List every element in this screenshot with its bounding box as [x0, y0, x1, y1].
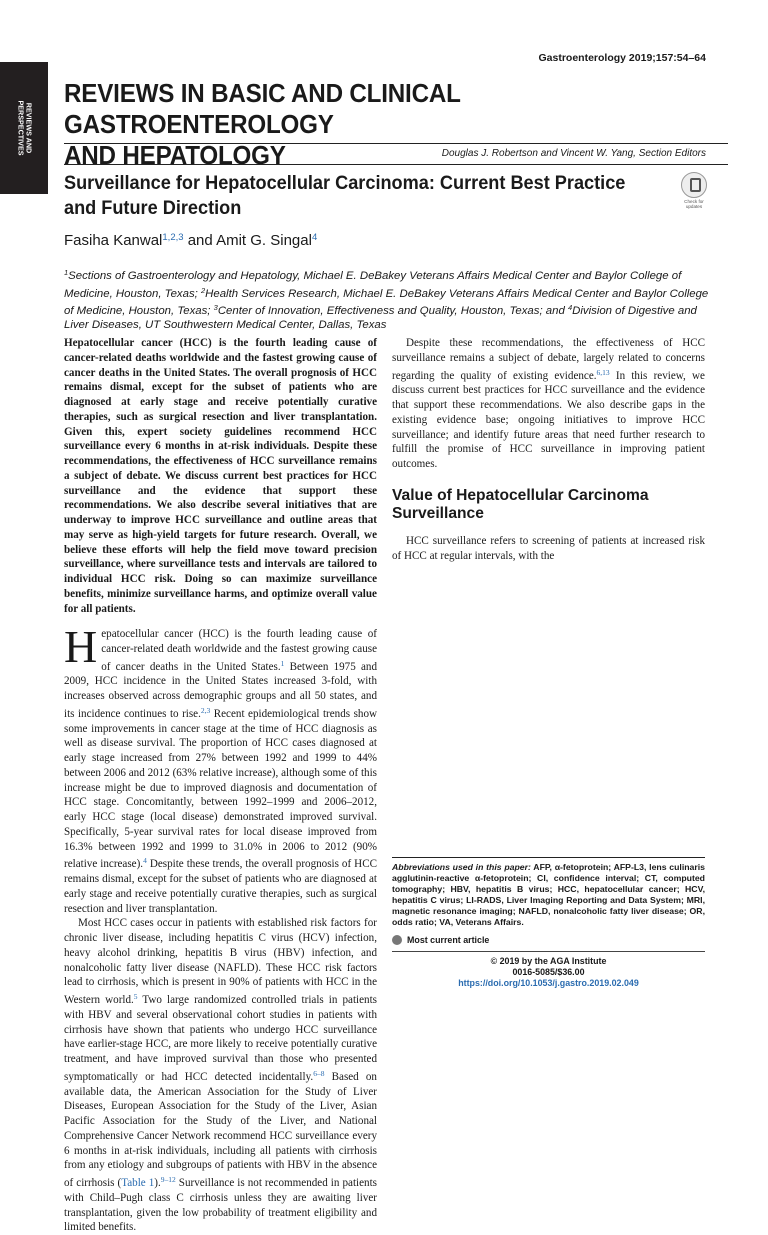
section-title-line-2: AND HEPATOLOGY: [64, 140, 286, 170]
citation-ref[interactable]: 6–8: [313, 1068, 325, 1078]
affiliation-number: 4: [567, 303, 573, 313]
citation-ref[interactable]: 6,13: [596, 367, 610, 377]
body-paragraph: Most HCC cases occur in patients with established risk factors for chronic liver disease, including hepatitis C virus (HCV) infection, heavy alcohol drinking, hepatitis B virus (HBV) infection, and nonalcoholic fatty liver disease (NAFLD). These HCC risk factors lead to cirrhosis, which is present in 90% of patients with HCC in the Western world.$^5$ Two large randomized controlled trials in patients with HBV and several observational cohort studies in patients with cirrhosis have shown that patients who undergo HCC surveillance have earlier-stage HCC, are more likely to receive potentially curative treatment, and have improved survival than those who presented symptomatically or had HCC detected incidentally.$^{6-8}$ Based on available data, the American Association for the Study of Liver Diseases, European Association for the Study of the Liver, Asian Pacific Association for the Study of the Liver, and National Comprehensive Cancer Network recommend HCC surveillance every 6 months in at-risk individuals, including all patients with cirrhosis from any etiology and subgroups of patients with HBV in the absence of cirrhosis (Table 1).$^{9-12}$ Surveillance is not recommended in patients with Child–Pugh class C cirrhosis unless they are awaiting liver transplantation, given the low probability of treatment eligibility and limited benefits.: [64, 917, 377, 1234]
author-name: Amit G. Singal: [216, 232, 312, 249]
article-title-line-2: and Future Direction: [64, 196, 242, 219]
top-divider: [64, 143, 728, 144]
right-column: [392, 336, 705, 563]
check-updates-label: Check for updates: [684, 199, 704, 210]
abbreviations-lead: Abbreviations used in this paper:: [392, 862, 531, 872]
copyright-block: [392, 956, 705, 988]
most-current-article[interactable]: [392, 935, 489, 945]
author-affiliation-ref[interactable]: 4: [311, 232, 318, 243]
author-name: Fasiha Kanwal: [64, 232, 163, 249]
journal-citation: Gastroenterology 2019;157:54–64: [538, 52, 706, 64]
most-current-label: Most current article: [407, 935, 490, 945]
side-tab-label: [16, 100, 33, 155]
citation-ref[interactable]: 9–12: [160, 1175, 176, 1184]
citation-ref[interactable]: 2,3: [200, 705, 211, 715]
citation-ref[interactable]: 5: [133, 992, 138, 1001]
affiliation-number: 2: [200, 285, 206, 295]
affiliations: [64, 266, 714, 332]
abstract: Hepatocellular cancer (HCC) is the fourth leading cause of cancer-related deaths worldwide and the fastest growing cause of cancer deaths in the United States. The overall prognosis of HCC remains dismal, except for the subset of patients who are diagnosed at early stage and receive potentially curative therapies, such as surgical resection and liver transplantation. Given this, expert society guidelines recommend HCC surveillance every 6 months in at-risk individuals. Despite these recommendations, the effectiveness of HCC surveillance remains a subject of debate. We discuss current best practices for HCC surveillance and the evidence that support these recommendations. We also describe several initiatives that are underway to improve HCC surveillance and outline areas that may serve as high-yield targets for future research. Overall, we believe these efforts will help the field move toward precision surveillance, where surveillance tests and intervals are tailored to individual HCC risk. Doing so can maximize surveillance benefits, minimize surveillance harms, and optimize overall value for all patients.: [64, 337, 377, 615]
affiliation-number: 1: [64, 268, 69, 277]
copyright: © 2019 by the AGA Institute: [490, 956, 607, 966]
author-list: [64, 232, 317, 249]
check-for-updates-badge[interactable]: [680, 172, 708, 209]
left-column: [64, 336, 377, 616]
bottom-divider: [392, 951, 705, 952]
body-paragraph: HCC surveillance refers to screening of patients at increased risk of HCC at regular intervals, with the: [392, 534, 705, 562]
check-updates-icon: [681, 172, 707, 198]
drop-cap: H: [64, 621, 98, 672]
table-link[interactable]: Table 1: [121, 1177, 155, 1189]
title-divider: [64, 164, 728, 165]
affiliation-text: Center of Innovation, Effectiveness and Quality, Houston, Texas; and: [217, 305, 568, 318]
section-title-line-1: REVIEWS IN BASIC AND CLINICAL GASTROENTEROLOGY: [64, 78, 461, 139]
footnote-divider: [392, 857, 705, 858]
subsection-heading: Value of Hepatocellular Carcinoma Surveillance: [392, 486, 649, 523]
section-editors: Douglas J. Robertson and Vincent W. Yang, Section Editors: [441, 148, 706, 159]
author-separator: and: [183, 232, 217, 249]
affiliation-text: Division of Digestive and Liver Diseases, UT Southwestern Medical Center, Dallas, Texas: [64, 305, 697, 331]
author-affiliation-ref[interactable]: 1,2,3: [162, 232, 184, 243]
side-tab-line-2: PERSPECTIVES: [16, 100, 25, 156]
abbreviations-text: AFP, α-fetoprotein; AFP-L3, lens culinaris agglutinin-reactive α-fetoprotein; CI, confidence interval; CT, computed tomography; HBV, hepatitis B virus; HCC, hepatocellular cancer; HCV, hepatitis C virus; LI-RADS, Liver Imaging Reporting and Data System; MRI, magnetic resonance imaging; NAFLD, nonalcoholic fatty liver disease; OR, odds ratio; VA, Veterans Affairs.: [392, 862, 706, 927]
section-side-tab: [0, 62, 48, 194]
most-current-icon: [392, 935, 402, 945]
intro-paragraph: epatocellular cancer (HCC) is the fourth leading cause of cancer-related death worldwide and the fastest growing cause of cancer deaths in the United States.$^1$ Between 1975 and 2009, HCC incidence in the United States increased 3-fold, with increases observed across demographic groups and all 50 states, and its incidence continues to rise.$^{2,3}$ Recent epidemiological trends show some improvements in cancer stage at the time of HCC diagnosis as well as disease survival. The proportion of HCC cases diagnosed at early stage increased from 27% between 1992 and 1999 to 44% between 2006 and 2012 (63% relative increase), although some of this increase might be due to improved diagnosis and documentation of HCC stage. Concomitantly, between 1992–1999 and 2006–2012, early HCC stage (local disease) demonstrated improved survival. Specifically, 5-year survival rates for local disease improved from 16.3% between 1992 and 1999 to 31.0% in 2006 to 2012 (90% relative increase).$^4$ Despite these trends, the overall prognosis of HCC remains dismal, except for the subset of patients who are diagnosed at early stage and receive potentially curative therapies, such as surgical resection and liver transplantation.: [64, 628, 377, 915]
abbreviations-footnote: [392, 862, 705, 927]
affiliation-text: Health Services Research, Michael E. DeBakey Veterans Affairs Medical Center and Baylor College of Medicine, Houston, Texas;: [64, 287, 709, 318]
side-tab-line-1: REVIEWS AND: [24, 102, 34, 154]
issn: 0016-5085/$36.00: [512, 966, 585, 977]
affiliation-text: Sections of Gastroenterology and Hepatology, Michael E. DeBakey Veterans Affairs Medical Center and Baylor College of Medicine, Houston, Texas;: [64, 270, 682, 300]
article-title: [64, 171, 669, 220]
doi-link[interactable]: https://doi.org/10.1053/j.gastro.2019.02.049: [458, 977, 639, 988]
citation-ref[interactable]: 4: [143, 856, 147, 866]
affiliation-number: 3: [213, 303, 218, 313]
body-paragraph: Despite these recommendations, the effectiveness of HCC surveillance remains a subject of debate, largely related to concerns regarding the quality of existing evidence.$^{6,13}$ In this review, we discuss current best practices for HCC surveillance and the evidence that support these recommendations. We also describe gaps in the existing evidence base; ongoing initiatives to improve HCC surveillance; and identify future areas that need further research to fulfill the promise of HCC surveillance in improving patient outcomes.: [392, 337, 705, 470]
article-title-line-1: Surveillance for Hepatocellular Carcinoma: Current Best Practice: [64, 172, 626, 194]
citation-ref[interactable]: 1: [280, 658, 285, 668]
intro-body: [64, 621, 377, 1235]
